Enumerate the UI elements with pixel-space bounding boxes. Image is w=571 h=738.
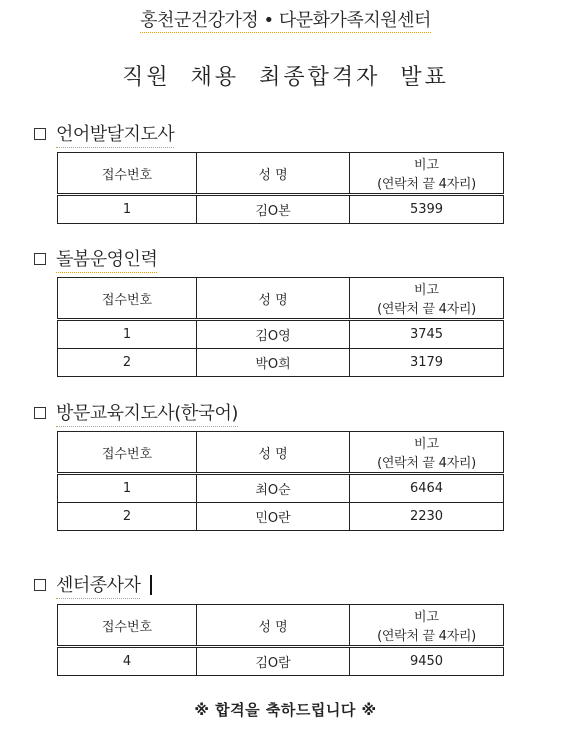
section-label: 센터종사자 [56,571,140,599]
cell-receipt-no: 2 [58,349,197,377]
header-note [350,153,504,195]
header-note [350,605,504,647]
header-receipt-no: 접수번호 [58,605,197,647]
header-note-line1: 비고 [413,610,440,625]
header-note-line2: (연락처 끝 4자리) [377,456,476,471]
section-heading-care-staff [34,245,157,273]
checkbox-icon [34,407,46,419]
roster-table-center-staff [57,604,504,676]
header-note [350,432,504,474]
cell-contact: 9450 [350,647,504,676]
header-note-line2: (연락처 끝 4자리) [377,629,476,644]
section-heading-language-development [34,120,174,148]
section-label: 언어발달지도사 [56,120,174,148]
cell-name: 최O순 [197,474,350,503]
table-row [58,474,504,503]
header-note-line1: 비고 [413,158,440,173]
text-cursor [150,575,152,595]
checkbox-icon [34,579,46,591]
header-receipt-no: 접수번호 [58,432,197,474]
cell-name: 김O본 [197,195,350,224]
table-row [58,503,504,531]
section-heading-visiting-education [34,399,238,427]
header-receipt-no: 접수번호 [58,278,197,320]
header-name: 성 명 [197,278,350,320]
cell-receipt-no: 1 [58,195,197,224]
cell-contact: 3179 [350,349,504,377]
table-header-row [58,605,504,647]
cell-name: 박O희 [197,349,350,377]
roster-table-care-staff [57,277,504,377]
checkbox-icon [34,128,46,140]
header-note-line2: (연락처 끝 4자리) [377,177,476,192]
table-row [58,349,504,377]
header-name: 성 명 [197,432,350,474]
cell-contact: 2230 [350,503,504,531]
cell-name: 김O영 [197,320,350,349]
table-row [58,195,504,224]
table-header-row [58,153,504,195]
table-row [58,647,504,676]
header-note [350,278,504,320]
cell-receipt-no: 2 [58,503,197,531]
cell-contact: 6464 [350,474,504,503]
table-header-row [58,278,504,320]
congratulations-message: ※ 합격을 축하드립니다 ※ [194,701,377,719]
roster-table-language-development [57,152,504,224]
cell-receipt-no: 1 [58,320,197,349]
organization-name-text: 홍천군건강가정 • 다문화가족지원센터 [140,10,431,31]
section-label: 돌봄운영인력 [56,245,157,273]
cell-name: 민O란 [197,503,350,531]
page-title: 직원 채용 최종합격자 발표 [122,65,449,90]
table-row [58,320,504,349]
header-note-line1: 비고 [413,437,440,452]
cell-name: 김O람 [197,647,350,676]
table-header-row [58,432,504,474]
section-heading-center-staff [34,571,152,599]
cell-receipt-no: 4 [58,647,197,676]
section-label: 방문교육지도사(한국어) [56,399,238,427]
header-name: 성 명 [197,605,350,647]
cell-contact: 5399 [350,195,504,224]
header-receipt-no: 접수번호 [58,153,197,195]
roster-table-visiting-education [57,431,504,531]
cell-contact: 3745 [350,320,504,349]
header-note-line2: (연락처 끝 4자리) [377,302,476,317]
header-name: 성 명 [197,153,350,195]
cell-receipt-no: 1 [58,474,197,503]
header-note-line1: 비고 [413,283,440,298]
organization-name [0,6,571,32]
checkbox-icon [34,253,46,265]
